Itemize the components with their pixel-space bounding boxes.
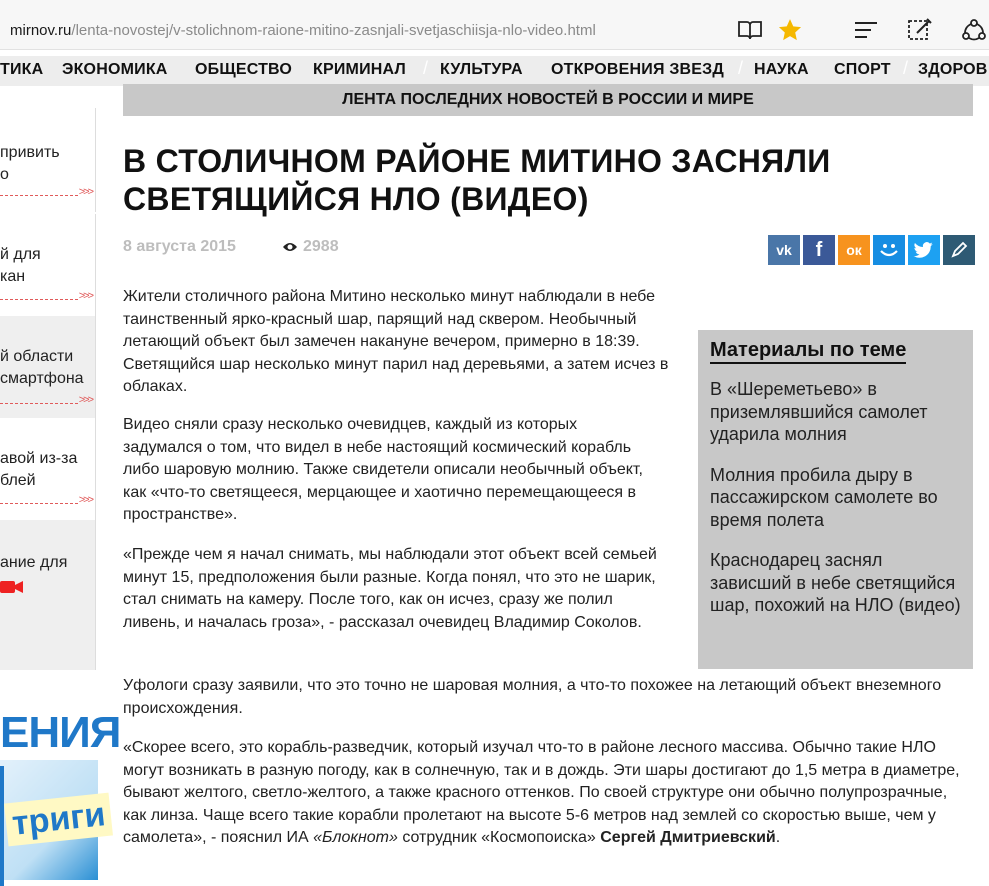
share-livejournal-button[interactable] xyxy=(943,235,975,265)
view-count: 2988 xyxy=(303,238,339,255)
nav-item-nauka[interactable]: НАУКА xyxy=(754,61,809,78)
sidebar-card-text: й области xyxy=(0,348,74,365)
promo-word: триги xyxy=(4,793,113,847)
nav-item-kriminal[interactable]: КРИМИНАЛ xyxy=(313,61,406,78)
related-link[interactable]: В «Шереметьево» в приземлявшийся самолет ударила молния xyxy=(710,379,928,444)
related-link[interactable]: Молния пробила дыру в пассажирском самолете во время полета xyxy=(710,464,938,530)
nav-item-sport[interactable]: СПОРТ xyxy=(834,61,891,78)
related-materials xyxy=(698,330,973,669)
left-sidebar xyxy=(0,88,121,869)
share-odnoklassniki-button[interactable] xyxy=(838,235,870,265)
read-more-arrow[interactable]: >>> xyxy=(0,400,92,408)
read-more-arrow[interactable]: >>> xyxy=(0,500,92,508)
article-paragraph: Уфологи сразу заявили, что это точно не шаровая молния, а что-то похожее на летающий объект внеземного происхождения. xyxy=(123,677,942,717)
sidebar-news-card[interactable] xyxy=(0,108,96,212)
sidebar-card-text: кан xyxy=(0,268,26,285)
main-nav xyxy=(0,56,989,86)
nav-separator: / xyxy=(903,58,909,78)
odnoklassniki-icon: ок xyxy=(846,242,862,258)
promo-word: ЕНИЯ xyxy=(0,708,121,757)
read-more-arrow[interactable]: >>> xyxy=(0,192,92,200)
sidebar-card-text: привить xyxy=(0,144,60,161)
share-twitter-button[interactable] xyxy=(908,235,940,265)
news-feed-banner[interactable]: ЛЕНТА ПОСЛЕДНИХ НОВОСТЕЙ В РОССИИ И МИРЕ xyxy=(123,84,973,116)
article-paragraph: «Скорее всего, это корабль-разведчик, который изучал что-то в районе лесного массива. Обычно такие НЛО могут возникать в разную погоду, как в солнечную, так и в дождь. Эти шары достигают до 1,5 метра в диаметре, бывают желтого, светло-желтого, а также красного оттенков. По своей структуре они обычно полупрозрачные, как линза. Чаще всего такие корабли пролетают на высоте 5-6 метров над землей со скоростью выше, чем у самолета», - пояснил ИА «Блокнот» сотрудник «Космопоиска» Сергей Дмитриевский. xyxy=(123,739,960,846)
vk-icon: vk xyxy=(776,242,792,258)
pencil-icon xyxy=(950,241,968,259)
url-host: mirnov.ru xyxy=(10,22,72,39)
nav-item-zdorovie[interactable]: ЗДОРОВ xyxy=(918,61,988,78)
nav-item-obshchestvo[interactable]: ОБЩЕСТВО xyxy=(195,61,293,78)
video-camera-icon xyxy=(0,578,24,596)
nav-item-politika[interactable]: ТИКА xyxy=(0,61,44,78)
share-vk-button[interactable] xyxy=(768,235,800,265)
address-bar[interactable] xyxy=(10,22,596,39)
source-name: «Блокнот» xyxy=(313,829,398,846)
sidebar-card-text: ание для xyxy=(0,554,68,571)
share-buttons xyxy=(768,235,975,265)
favorite-star-icon[interactable] xyxy=(776,16,804,44)
twitter-bird-icon xyxy=(914,242,934,258)
sidebar-news-card[interactable] xyxy=(0,520,96,670)
share-mailru-button[interactable] xyxy=(873,235,905,265)
mailru-smile-icon xyxy=(878,241,900,259)
nav-item-otkroveniya-zvezd[interactable]: ОТКРОВЕНИЯ ЗВЕЗД xyxy=(551,61,724,78)
share-facebook-button[interactable] xyxy=(803,235,835,265)
share-icon[interactable] xyxy=(960,16,988,44)
sidebar-card-text: о xyxy=(0,166,9,183)
nav-item-kultura[interactable]: КУЛЬТУРА xyxy=(440,61,523,78)
article-date: 8 августа 2015 xyxy=(123,238,236,255)
sidebar-card-text: смартфона xyxy=(0,370,84,387)
promo-banner[interactable] xyxy=(0,680,121,880)
sidebar-news-card[interactable] xyxy=(0,418,96,520)
hub-menu-icon[interactable] xyxy=(852,16,880,44)
url-path: /lenta-novostej/v-stolichnom-raione-mitino-zasnjali-svetjaschiisja-nlo-video.html xyxy=(71,22,596,39)
web-note-icon[interactable] xyxy=(906,16,934,44)
read-more-arrow[interactable]: >>> xyxy=(0,296,92,304)
facebook-icon: f xyxy=(815,238,823,261)
article-title: В СТОЛИЧНОМ РАЙОНЕ МИТИНО ЗАСНЯЛИ СВЕТЯЩИЙСЯ НЛО (ВИДЕО) xyxy=(123,143,831,217)
article-paragraph: Жители столичного района Митино несколько минут наблюдали в небе таинственный ярко-красный шар, парящий над сквером. Необычный летающий объект был замечен накануне вечером, примерно в 18:39. Светящийся шар несколько минут парил над деревьями, а затем исчез в облаках. xyxy=(123,288,669,395)
nav-item-ekonomika[interactable]: ЭКОНОМИКА xyxy=(62,61,168,78)
view-counter xyxy=(282,238,339,256)
related-heading: Материалы по теме xyxy=(710,338,906,364)
sidebar-card-text: авой из-за xyxy=(0,450,78,467)
related-link[interactable]: Краснодарец заснял зависший в небе светящийся шар, похожий на НЛО (видео) xyxy=(710,550,961,615)
sidebar-news-card[interactable] xyxy=(0,214,96,316)
sidebar-card-text: й для xyxy=(0,246,41,263)
sidebar-news-card[interactable] xyxy=(0,316,96,418)
nav-separator: / xyxy=(738,58,744,78)
sidebar-card-text: блей xyxy=(0,472,36,489)
browser-toolbar xyxy=(0,0,989,50)
expert-name: Сергей Дмитриевский xyxy=(600,829,776,846)
nav-separator: / xyxy=(423,58,429,78)
article-paragraph: «Прежде чем я начал снимать, мы наблюдали этот объект всей семьей минут 15, предположения были разные. Когда понял, что это не шарик, стал снимать на камеру. После того, как он исчез, сразу же полил ливень, и началась гроза», - рассказал очевидец Владимир Соколов. xyxy=(123,546,657,631)
reading-view-icon[interactable] xyxy=(736,16,764,44)
eye-icon xyxy=(282,241,298,253)
article-paragraph: Видео сняли сразу несколько очевидцев, каждый из которых задумался о том, что видел в небе настоящий космический корабль либо шаровую молнию. Также свидетели описали необычный объект, как «что-то светящееся, мерцающее и хаотично перемещающееся в пространстве». xyxy=(123,416,643,523)
